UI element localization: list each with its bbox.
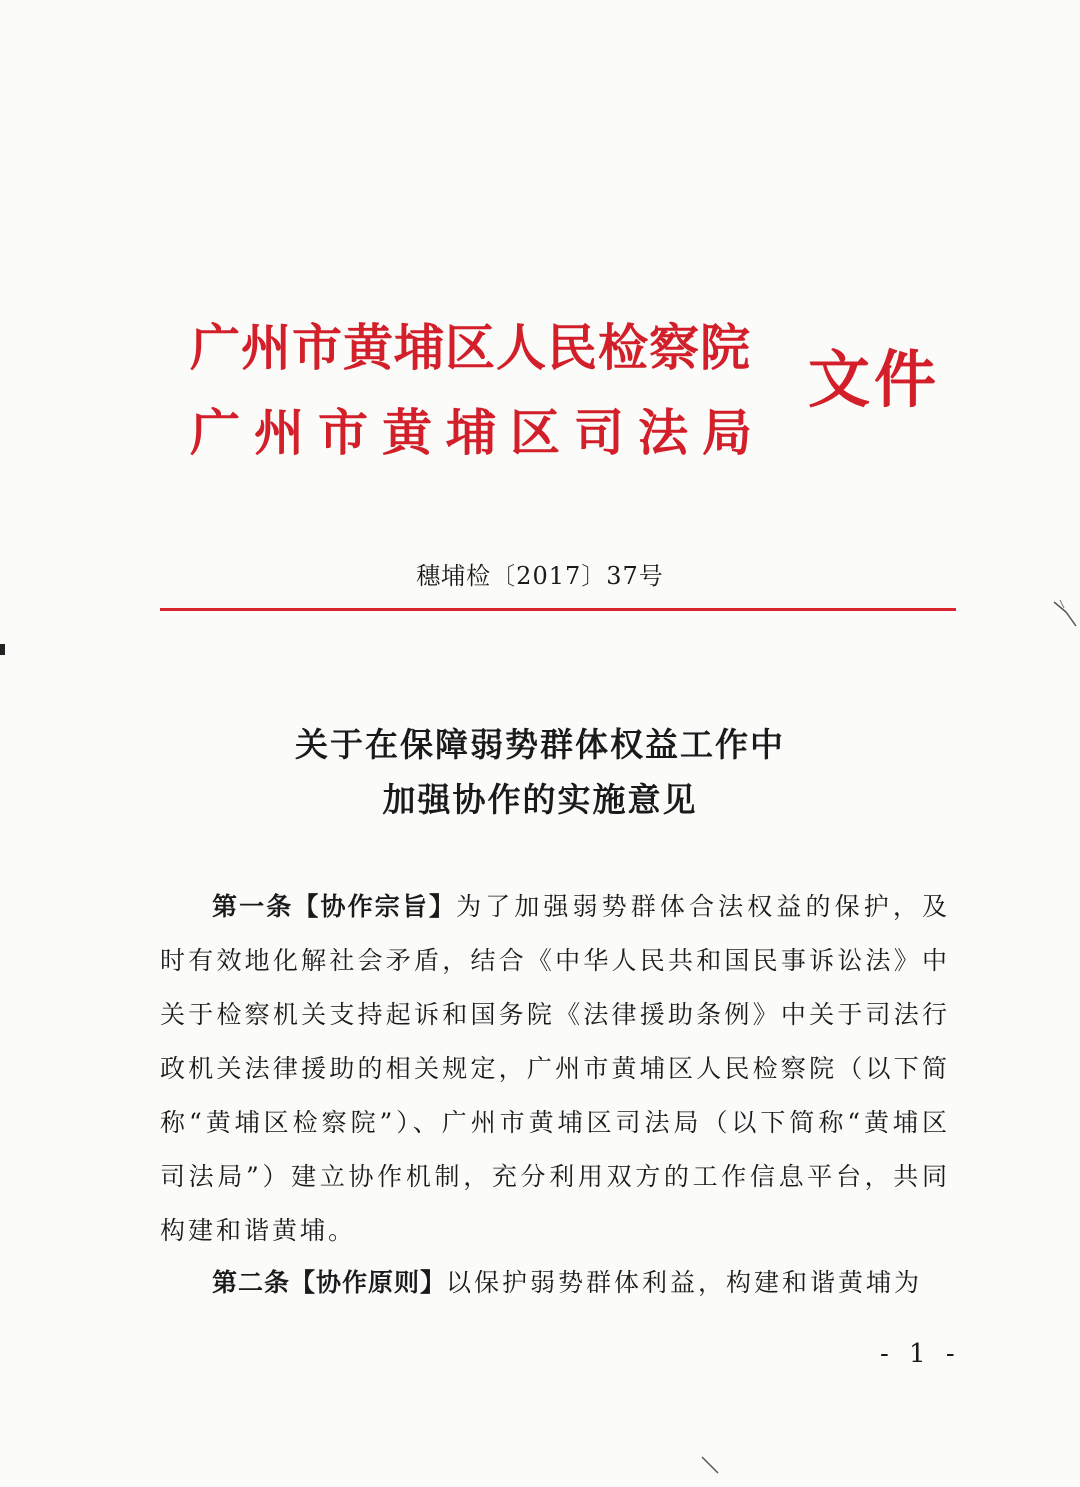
scan-artifact xyxy=(700,1455,722,1475)
document-type-label: 文件 xyxy=(808,343,941,416)
article-2-label: 第二条【协作原则】 xyxy=(212,1268,447,1297)
document-title-line-1: 关于在保障弱势群体权益工作中 xyxy=(295,725,785,764)
scan-artifact xyxy=(0,644,6,656)
scan-artifact xyxy=(1052,598,1078,628)
article-1 xyxy=(160,880,950,1258)
red-separator-line xyxy=(160,608,956,611)
issuing-org-procuratorate: 广州市黄埔区人民检察院 xyxy=(190,318,751,377)
article-2-text: 以保护弱势群体利益，构建和谐黄埔为 xyxy=(446,1268,923,1297)
article-2 xyxy=(160,1256,950,1310)
issuing-org-justice-bureau: 广州市黄埔区司法局 xyxy=(190,403,766,462)
article-1-label: 第一条【协作宗旨】 xyxy=(212,892,457,921)
article-1-text: 为了加强弱势群体合法权益的保护，及时有效地化解社会矛盾，结合《中华人民共和国民事诉讼法》中关于检察机关支持起诉和国务院《法律援助条例》中关于司法行政机关法律援助的相关规定，广州市黄埔区人民检察院（以下简称“黄埔区检察院”）、广州市黄埔区司法局（以下简称“黄埔区司法局”）建立协作机制，充分利用双方的工作信息平台，共同构建和谐黄埔。 xyxy=(160,892,950,1245)
page-number: - 1 - xyxy=(880,1339,961,1369)
document-title-line-2: 加强协作的实施意见 xyxy=(382,780,698,819)
document-number: 穗埔检〔2017〕37号 xyxy=(416,562,664,590)
